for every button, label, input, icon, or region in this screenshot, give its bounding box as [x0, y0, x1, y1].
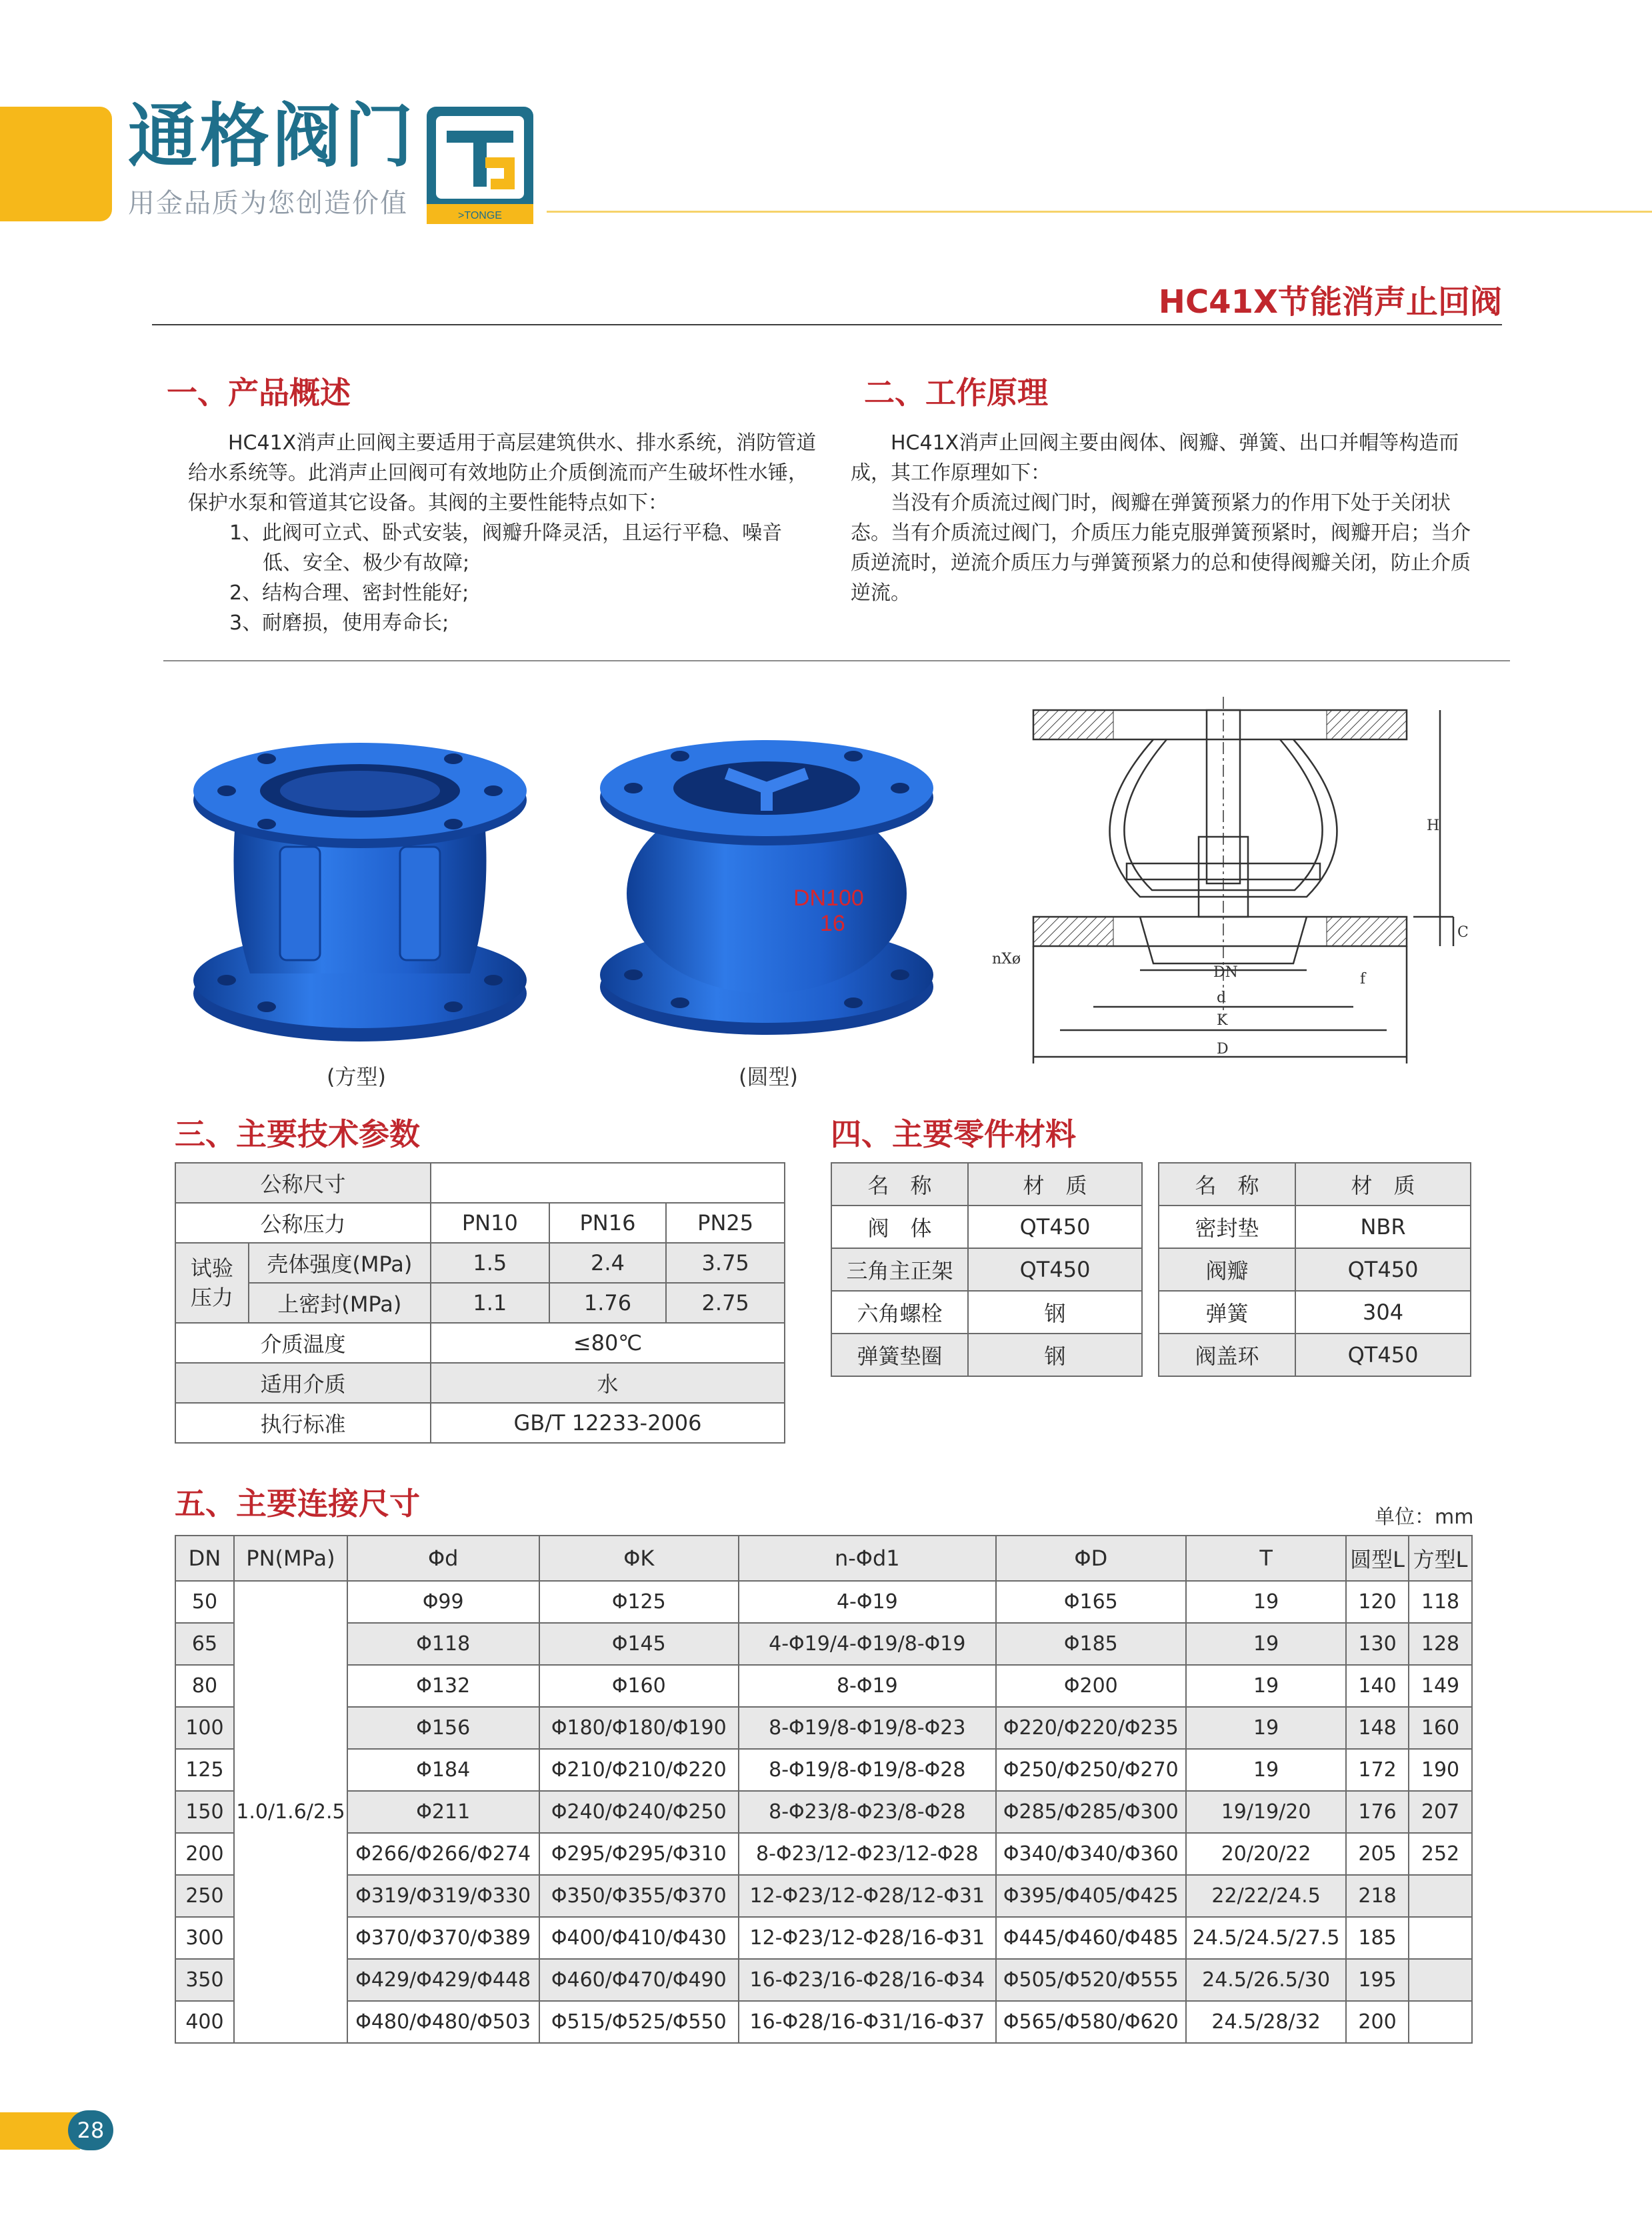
table-row	[831, 1248, 1142, 1291]
table-row	[175, 1363, 785, 1403]
dim-cell: Φ180/Φ180/Φ190	[539, 1707, 739, 1749]
table-row	[831, 1334, 1142, 1376]
shell-value: 2.4	[549, 1243, 667, 1283]
table-row	[1159, 1248, 1471, 1291]
round-caption: (圆型)	[739, 1064, 798, 1089]
dim-cell: Φ125	[539, 1581, 739, 1623]
overview-item: 1、此阀可立式、卧式安装，阀瓣升降灵活，且运行平稳、噪音	[229, 521, 783, 545]
dim-cell: 149	[1409, 1665, 1472, 1707]
table-row	[175, 1403, 785, 1443]
principle-line: 质逆流时，逆流介质压力与弹簧预紧力的总和使得阀瓣关闭，防止介质	[851, 551, 1471, 575]
logo-sub-text: >TONGE	[458, 210, 502, 221]
dim-cell: Φ184	[347, 1749, 539, 1791]
dim-d: d	[1217, 989, 1227, 1006]
materials-table-left	[831, 1162, 1143, 1377]
col-header: PN(MPa)	[234, 1536, 347, 1581]
title-rule	[152, 324, 1502, 325]
dim-cell: Φ515/Φ525/Φ550	[539, 2001, 739, 2043]
tech-params-table	[175, 1162, 785, 1444]
table-row	[1159, 1334, 1471, 1376]
dn-cell: 80	[175, 1665, 234, 1707]
brand-name: 通格阀门	[128, 95, 417, 177]
dim-cell: 200	[1346, 2001, 1409, 2043]
dim-cell: 118	[1409, 1581, 1472, 1623]
table-row	[831, 1206, 1142, 1248]
dim-cell: 160	[1409, 1707, 1472, 1749]
header-divider	[547, 211, 1652, 213]
table-row	[175, 1917, 1472, 1959]
col-header: ΦD	[996, 1536, 1187, 1581]
seal-value: 1.1	[431, 1283, 549, 1323]
dim-cell	[1409, 1917, 1472, 1959]
test-pressure-line: 压力	[190, 1285, 233, 1310]
overview-line: HC41X消声止回阀主要适用于高层建筑供水、排水系统，消防管道	[228, 431, 817, 455]
table-row	[1159, 1206, 1471, 1248]
materials-table-right	[1158, 1162, 1471, 1377]
nominal-size-value	[431, 1163, 785, 1203]
valve-section-drawing	[987, 697, 1493, 1077]
part-material: QT450	[968, 1248, 1142, 1291]
principle-line: HC41X消声止回阀主要由阀体、阀瓣、弹簧、出口并帽等构造而	[891, 431, 1459, 455]
dim-cell: Φ319/Φ319/Φ330	[347, 1875, 539, 1917]
dim-cell: Φ445/Φ460/Φ485	[996, 1917, 1187, 1959]
part-name: 弹簧	[1159, 1291, 1295, 1334]
overview-line: 给水系统等。此消声止回阀可有效地防止介质倒流而产生破坏性水锤，	[188, 461, 808, 485]
col-material-header: 材 质	[1295, 1163, 1471, 1206]
header-yellow-tab	[0, 107, 112, 221]
unit-label: 单位：mm	[1375, 1506, 1474, 1529]
square-caption: (方型)	[327, 1064, 386, 1089]
part-material: QT450	[1295, 1334, 1471, 1376]
dim-cell: 176	[1346, 1791, 1409, 1833]
dim-cell: Φ460/Φ470/Φ490	[539, 1959, 739, 2001]
dn-cell: 100	[175, 1707, 234, 1749]
principle-line: 态。当有介质流过阀门，介质压力能克服弹簧预紧时，阀瓣开启；当介	[851, 521, 1471, 545]
dimensions-body	[175, 1581, 1472, 2043]
page-number: 28	[68, 2110, 113, 2150]
table-row	[175, 1665, 1472, 1707]
overview-item: 2、结构合理、密封性能好;	[229, 581, 469, 605]
table-row	[175, 1283, 785, 1323]
part-name: 阀 体	[831, 1206, 968, 1248]
dim-cell: 19	[1186, 1581, 1346, 1623]
table-row	[831, 1291, 1142, 1334]
dim-DN: DN	[1213, 964, 1238, 981]
col-header: 圆型L	[1346, 1536, 1409, 1581]
dim-cell: Φ400/Φ410/Φ430	[539, 1917, 739, 1959]
part-name: 三角主正架	[831, 1248, 968, 1291]
dn-cell: 50	[175, 1581, 234, 1623]
pn-value: PN25	[666, 1203, 785, 1243]
round-valve-image	[593, 727, 940, 1047]
dim-cell: 172	[1346, 1749, 1409, 1791]
dim-cell: 16-Φ23/16-Φ28/16-Φ34	[739, 1959, 995, 2001]
dim-cell: Φ250/Φ250/Φ270	[996, 1749, 1187, 1791]
overview-item: 低、安全、极少有故障;	[263, 551, 470, 575]
dim-cell: Φ285/Φ285/Φ300	[996, 1791, 1187, 1833]
dim-cell: Φ118	[347, 1623, 539, 1665]
col-header: ΦK	[539, 1536, 739, 1581]
dim-cell: 12-Φ23/12-Φ28/12-Φ31	[739, 1875, 995, 1917]
dim-cell: 22/22/24.5	[1186, 1875, 1346, 1917]
part-name: 阀瓣	[1159, 1248, 1295, 1291]
round-marking-pn: 16	[820, 911, 845, 936]
standard-value: GB/T 12233-2006	[431, 1403, 785, 1443]
medium-label: 适用介质	[175, 1363, 431, 1403]
dim-cell: 8-Φ19/8-Φ19/8-Φ23	[739, 1707, 995, 1749]
dim-D: D	[1217, 1041, 1229, 1057]
dim-cell: 8-Φ23/8-Φ23/8-Φ28	[739, 1791, 995, 1833]
col-material-header: 材 质	[968, 1163, 1142, 1206]
table-row	[175, 1623, 1472, 1665]
dimensions-heading: 五、主要连接尺寸	[175, 1486, 420, 1522]
seal-value: 2.75	[666, 1283, 785, 1323]
dim-cell: Φ240/Φ240/Φ250	[539, 1791, 739, 1833]
dim-cell: Φ220/Φ220/Φ235	[996, 1707, 1187, 1749]
table-row	[175, 1791, 1472, 1833]
nominal-size-label: 公称尺寸	[175, 1163, 431, 1203]
dim-cell: 140	[1346, 1665, 1409, 1707]
part-name: 密封垫	[1159, 1206, 1295, 1248]
dim-cell: Φ185	[996, 1623, 1187, 1665]
col-name-header: 名 称	[1159, 1163, 1295, 1206]
table-row	[175, 1959, 1472, 2001]
dim-cell: Φ165	[996, 1581, 1187, 1623]
dim-cell: 190	[1409, 1749, 1472, 1791]
dn-cell: 400	[175, 2001, 234, 2043]
dim-cell: Φ340/Φ340/Φ360	[996, 1833, 1187, 1875]
dim-cell	[1409, 1959, 1472, 2001]
table-row	[175, 1875, 1472, 1917]
dim-cell: 19	[1186, 1707, 1346, 1749]
standard-label: 执行标准	[175, 1403, 431, 1443]
upper-seal-label: 上密封(MPa)	[249, 1283, 431, 1323]
table-header-row	[831, 1163, 1142, 1206]
dim-cell: 19	[1186, 1623, 1346, 1665]
dim-cell: 8-Φ19	[739, 1665, 995, 1707]
col-name-header: 名 称	[831, 1163, 968, 1206]
part-material: 304	[1295, 1291, 1471, 1334]
col-header: 方型L	[1409, 1536, 1472, 1581]
dim-cell: 252	[1409, 1833, 1472, 1875]
dim-cell: 20/20/22	[1186, 1833, 1346, 1875]
dim-cell: 128	[1409, 1623, 1472, 1665]
test-pressure-line: 试验	[190, 1256, 233, 1281]
dim-cell: 19	[1186, 1749, 1346, 1791]
brand-slogan: 用金品质为您创造价值	[128, 188, 408, 219]
table-row	[1159, 1291, 1471, 1334]
dim-cell: Φ266/Φ266/Φ274	[347, 1833, 539, 1875]
principle-line: 当没有介质流过阀门时，阀瓣在弹簧预紧力的作用下处于关闭状	[891, 491, 1451, 515]
overview-text	[188, 428, 828, 638]
col-header: n-Φd1	[739, 1536, 995, 1581]
dn-cell: 200	[175, 1833, 234, 1875]
overview-item: 3、耐磨损，使用寿命长;	[229, 611, 449, 635]
dim-cell: 19/19/20	[1186, 1791, 1346, 1833]
part-name: 弹簧垫圈	[831, 1334, 968, 1376]
shell-value: 1.5	[431, 1243, 549, 1283]
dn-cell: 350	[175, 1959, 234, 2001]
principle-heading: 二、工作原理	[864, 375, 1048, 411]
table-header-row	[175, 1536, 1472, 1581]
dim-cell: Φ395/Φ405/Φ425	[996, 1875, 1187, 1917]
col-header: Φd	[347, 1536, 539, 1581]
dim-n-phi: nXø	[992, 951, 1021, 967]
dim-cell: 12-Φ23/12-Φ28/16-Φ31	[739, 1917, 995, 1959]
test-pressure-label	[175, 1243, 249, 1323]
dim-cell: Φ210/Φ210/Φ220	[539, 1749, 739, 1791]
part-material: 钢	[968, 1291, 1142, 1334]
table-row	[175, 2001, 1472, 2043]
pn-value: PN16	[549, 1203, 667, 1243]
dim-cell: 218	[1346, 1875, 1409, 1917]
temp-label: 介质温度	[175, 1323, 431, 1363]
shell-value: 3.75	[666, 1243, 785, 1283]
dim-cell: Φ145	[539, 1623, 739, 1665]
table-row	[175, 1163, 785, 1203]
dim-cell: 120	[1346, 1581, 1409, 1623]
dim-cell: 19	[1186, 1665, 1346, 1707]
materials-heading: 四、主要零件材料	[831, 1116, 1076, 1152]
nominal-pressure-label: 公称压力	[175, 1203, 431, 1243]
dim-cell: Φ200	[996, 1665, 1187, 1707]
table-row	[175, 1323, 785, 1363]
dim-cell: Φ505/Φ520/Φ555	[996, 1959, 1187, 2001]
dim-cell: 8-Φ23/12-Φ23/12-Φ28	[739, 1833, 995, 1875]
square-valve-image	[187, 727, 533, 1047]
table-row	[175, 1749, 1472, 1791]
dim-cell: Φ350/Φ355/Φ370	[539, 1875, 739, 1917]
temp-value: ≤80℃	[431, 1323, 785, 1363]
table-row	[175, 1833, 1472, 1875]
principle-line: 逆流。	[851, 581, 911, 605]
table-row	[175, 1707, 1472, 1749]
table-row	[175, 1243, 785, 1283]
shell-strength-label: 壳体强度(MPa)	[249, 1243, 431, 1283]
dim-cell: 8-Φ19/8-Φ19/8-Φ28	[739, 1749, 995, 1791]
dim-cell: Φ295/Φ295/Φ310	[539, 1833, 739, 1875]
part-material: QT450	[968, 1206, 1142, 1248]
brand-logo	[427, 107, 533, 224]
dim-cell: Φ480/Φ480/Φ503	[347, 2001, 539, 2043]
part-material: QT450	[1295, 1248, 1471, 1291]
dim-cell: 24.5/28/32	[1186, 2001, 1346, 2043]
dim-f: f	[1360, 971, 1366, 987]
dim-cell: 4-Φ19/4-Φ19/8-Φ19	[739, 1623, 995, 1665]
overview-heading: 一、产品概述	[167, 375, 351, 411]
table-row	[175, 1203, 785, 1243]
part-material: 钢	[968, 1334, 1142, 1376]
dim-cell: 24.5/26.5/30	[1186, 1959, 1346, 2001]
dim-cell	[1409, 2001, 1472, 2043]
pn-value: PN10	[431, 1203, 549, 1243]
dim-cell: Φ370/Φ370/Φ389	[347, 1917, 539, 1959]
table-row	[175, 1581, 1472, 1623]
dimensions-table	[175, 1535, 1473, 2044]
dn-cell: 150	[175, 1791, 234, 1833]
col-header: T	[1186, 1536, 1346, 1581]
dim-cell: Φ565/Φ580/Φ620	[996, 2001, 1187, 2043]
dim-cell: Φ99	[347, 1581, 539, 1623]
table-header-row	[1159, 1163, 1471, 1206]
dim-cell: 24.5/24.5/27.5	[1186, 1917, 1346, 1959]
section-divider	[163, 660, 1510, 661]
principle-text	[851, 428, 1517, 608]
dim-cell: 130	[1346, 1623, 1409, 1665]
overview-line: 保护水泵和管道其它设备。其阀的主要性能特点如下：	[188, 491, 668, 515]
pn-cell: 1.0/1.6/2.5	[234, 1581, 347, 2043]
medium-value: 水	[431, 1363, 785, 1403]
dim-cell: 185	[1346, 1917, 1409, 1959]
part-name: 阀盖环	[1159, 1334, 1295, 1376]
col-header: DN	[175, 1536, 234, 1581]
dn-cell: 65	[175, 1623, 234, 1665]
dn-cell: 250	[175, 1875, 234, 1917]
dim-H: H	[1427, 817, 1440, 834]
dim-cell: Φ160	[539, 1665, 739, 1707]
dim-cell: Φ429/Φ429/Φ448	[347, 1959, 539, 2001]
seal-value: 1.76	[549, 1283, 667, 1323]
dim-cell: 4-Φ19	[739, 1581, 995, 1623]
dim-cell: Φ211	[347, 1791, 539, 1833]
dn-cell: 300	[175, 1917, 234, 1959]
dim-cell	[1409, 1875, 1472, 1917]
tech-params-heading: 三、主要技术参数	[175, 1116, 420, 1152]
product-title: HC41X节能消声止回阀	[1158, 283, 1502, 321]
part-name: 六角螺栓	[831, 1291, 968, 1334]
dim-cell: Φ156	[347, 1707, 539, 1749]
dim-cell: 16-Φ28/16-Φ31/16-Φ37	[739, 2001, 995, 2043]
dim-cell: 195	[1346, 1959, 1409, 2001]
dim-cell: 148	[1346, 1707, 1409, 1749]
dim-C: C	[1457, 924, 1469, 941]
dim-K: K	[1217, 1012, 1228, 1029]
dn-cell: 125	[175, 1749, 234, 1791]
dim-cell: 205	[1346, 1833, 1409, 1875]
dim-cell: 207	[1409, 1791, 1472, 1833]
part-material: NBR	[1295, 1206, 1471, 1248]
principle-line: 成，其工作原理如下：	[851, 461, 1051, 485]
round-marking-dn: DN100	[793, 885, 864, 911]
dim-cell: Φ132	[347, 1665, 539, 1707]
